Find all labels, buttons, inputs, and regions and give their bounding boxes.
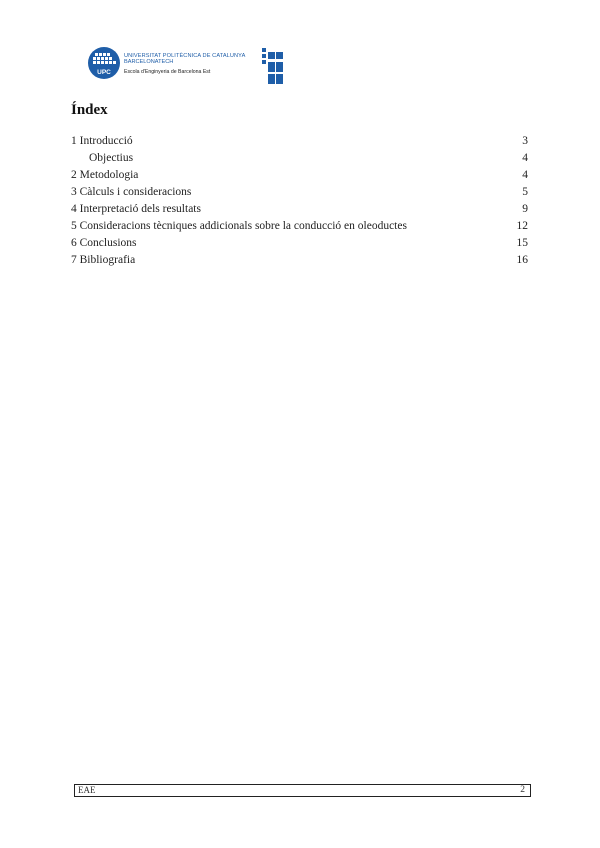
toc-entry-label: 4 Interpretació dels resultats [71, 203, 201, 215]
upc-emblem-icon [88, 47, 120, 79]
upc-badge-text: UPC [97, 69, 111, 76]
toc-entry[interactable] [71, 235, 528, 252]
toc-entry[interactable] [71, 150, 528, 167]
toc-entry[interactable] [71, 184, 528, 201]
toc-entry[interactable] [71, 133, 528, 150]
toc-entry-label: 1 Introducció [71, 135, 133, 147]
toc-entry-page: 4 [522, 169, 528, 181]
toc-entry-label: 2 Metodologia [71, 169, 139, 181]
toc-entry-page: 5 [522, 186, 528, 198]
toc-entry-page: 12 [516, 220, 528, 232]
footer-label: EAE [78, 785, 96, 795]
page-title: Índex [71, 102, 108, 118]
toc-entry-label: 3 Càlculs i consideracions [71, 186, 192, 198]
page-number: 2 [520, 785, 525, 795]
table-of-contents [71, 133, 528, 269]
toc-entry[interactable] [71, 252, 528, 269]
toc-entry-label: 5 Consideracions tècniques addicionals sobre la conducció en oleoductes [71, 220, 407, 232]
toc-entry[interactable] [71, 167, 528, 184]
toc-entry-label: Objectius [89, 152, 134, 164]
toc-entry-label: 6 Conclusions [71, 237, 137, 249]
toc-entry-page: 4 [522, 152, 528, 164]
toc-entry[interactable] [71, 218, 528, 235]
upc-logo [88, 47, 288, 87]
page-footer [74, 784, 531, 797]
toc-entry-page: 3 [522, 135, 528, 147]
toc-entry[interactable] [71, 201, 528, 218]
toc-entry-page: 15 [516, 237, 528, 249]
university-subtitle: BARCELONATECH [124, 59, 174, 65]
school-emblem-icon [262, 48, 284, 86]
toc-entry-page: 16 [516, 254, 528, 266]
school-name: Escola d'Enginyeria de Barcelona Est [124, 69, 211, 75]
university-name: UNIVERSITAT POLITÈCNICA DE CATALUNYA [124, 53, 246, 59]
toc-entry-page: 9 [522, 203, 528, 215]
toc-entry-label: 7 Bibliografia [71, 254, 136, 266]
